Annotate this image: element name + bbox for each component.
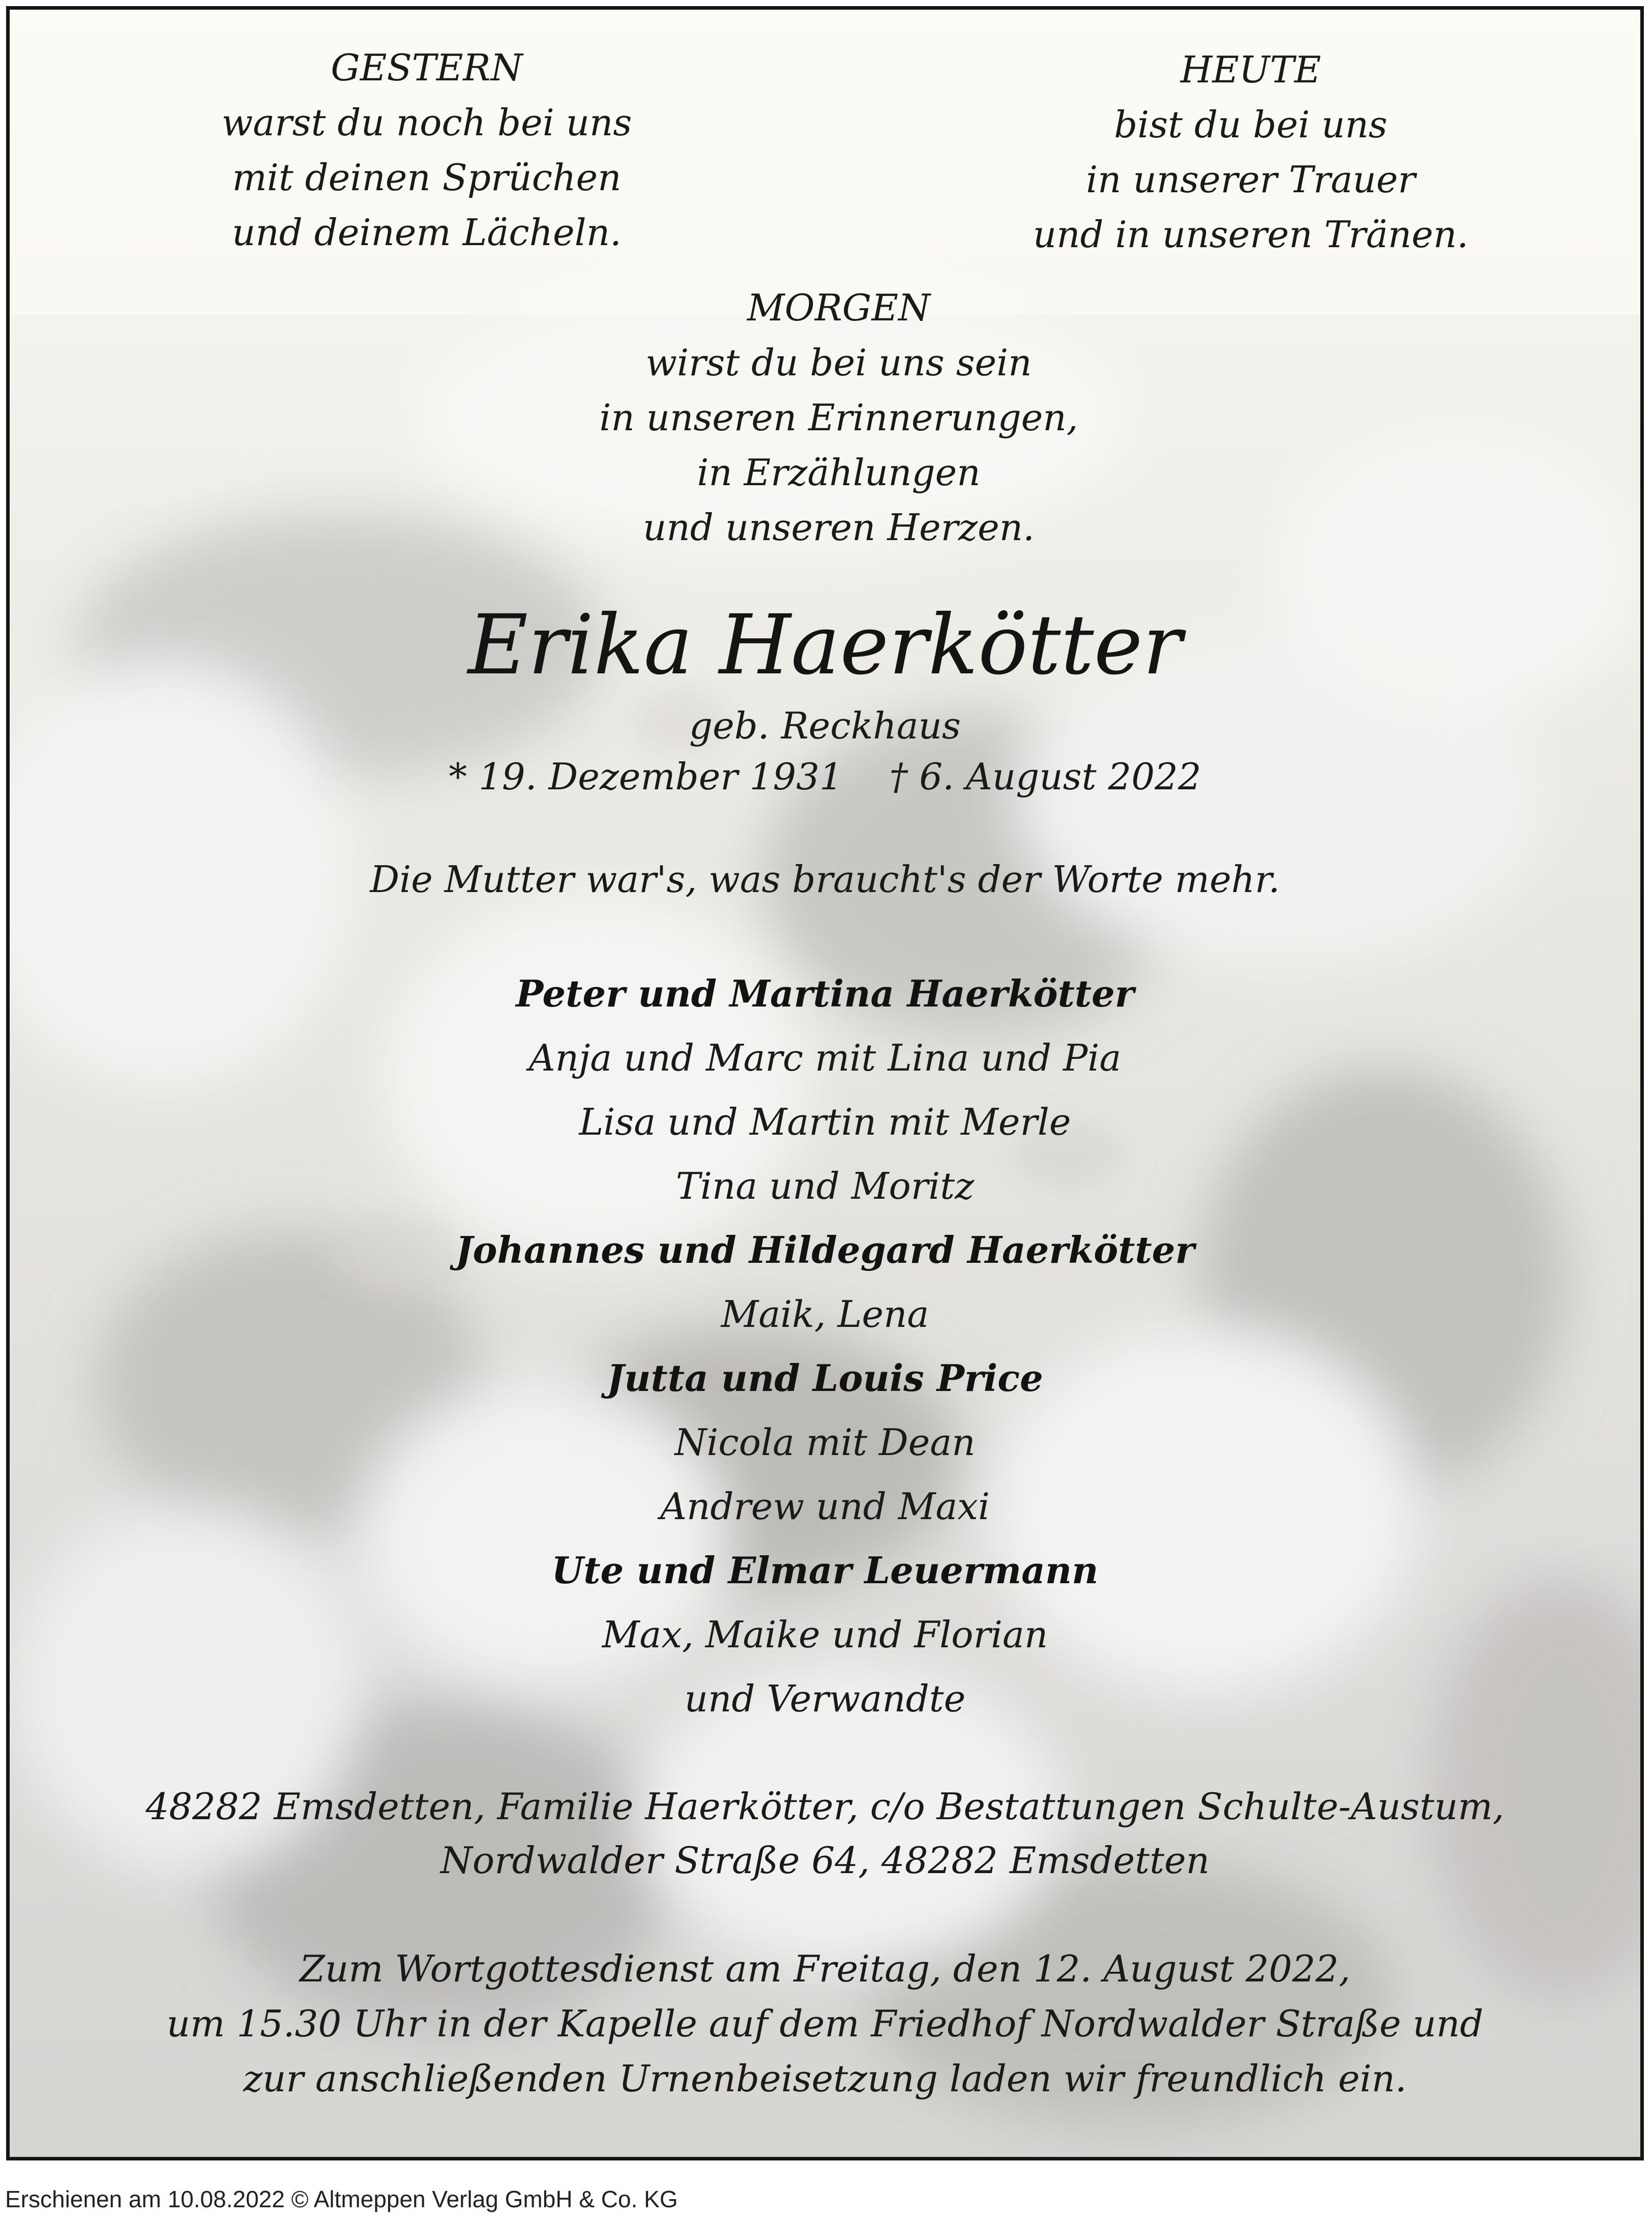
- mourner-member: Andrew und Maxi: [660, 1485, 990, 1528]
- service-line: Zum Wortgottesdienst am Freitag, den 12. August 2022,: [300, 1947, 1350, 1990]
- service-invitation: [10, 1941, 1640, 2106]
- poem-line: in unseren Erinnerungen,: [599, 396, 1078, 439]
- mourners-list: [10, 962, 1640, 1731]
- deceased-name: Erika Haerkötter: [467, 598, 1183, 693]
- poem-tomorrow: [417, 280, 1261, 555]
- contact-address: [10, 1780, 1640, 1887]
- poem-line: und deinem Lächeln.: [232, 211, 622, 254]
- poem-line: bist du bei uns: [1114, 103, 1388, 146]
- poem-tomorrow-heading: MORGEN: [747, 286, 931, 329]
- poem-today: [951, 42, 1551, 262]
- mourner-member: Max, Maike und Florian: [602, 1613, 1048, 1656]
- poem-line: in unserer Trauer: [1086, 158, 1415, 201]
- birth-date: * 19. Dezember 1931: [449, 755, 843, 798]
- address-line: 48282 Emsdetten, Familie Haerkötter, c/o Bestattungen Schulte-Austum,: [145, 1785, 1504, 1828]
- poem-today-heading: HEUTE: [1180, 48, 1321, 91]
- service-line: um 15.30 Uhr in der Kapelle auf dem Friedhof Nordwalder Straße und: [166, 2002, 1484, 2045]
- motto: Die Mutter war's, was braucht's der Worte mehr.: [370, 858, 1280, 901]
- service-line: zur anschließenden Urnenbeisetzung laden wir freundlich ein.: [243, 2057, 1407, 2100]
- poem-yesterday: [127, 40, 727, 260]
- death-date: † 6. August 2022: [889, 755, 1201, 798]
- mourner-member: und Verwandte: [684, 1677, 966, 1720]
- poem-line: und in unseren Tränen.: [1032, 213, 1469, 256]
- birth-name: geb. Reckhaus: [689, 704, 961, 747]
- mourner-member: Nicola mit Dean: [674, 1421, 976, 1464]
- publication-footer: Erschienen am 10.08.2022 © Altmeppen Verlag GmbH & Co. KG: [5, 2186, 678, 2212]
- poem-yesterday-heading: GESTERN: [331, 46, 523, 89]
- poem-line: warst du noch bei uns: [221, 101, 632, 144]
- mourner-member: Tina und Moritz: [675, 1165, 975, 1207]
- mourner-family: Jutta und Louis Price: [607, 1356, 1043, 1400]
- mourner-family: Ute und Elmar Leuermann: [551, 1549, 1099, 1592]
- poem-line: mit deinen Sprüchen: [232, 156, 622, 199]
- poem-line: und unseren Herzen.: [643, 506, 1035, 549]
- obituary-notice: [6, 6, 1644, 2160]
- address-line: Nordwalder Straße 64, 48282 Emsdetten: [440, 1839, 1210, 1882]
- life-dates: [10, 751, 1640, 802]
- mourner-member: Maik, Lena: [721, 1293, 929, 1336]
- mourner-member: Lisa und Martin mit Merle: [579, 1101, 1071, 1143]
- mourner-member: Anja und Marc mit Lina und Pia: [528, 1036, 1122, 1079]
- mourner-family: Peter und Martina Haerkötter: [516, 972, 1134, 1015]
- poem-line: wirst du bei uns sein: [645, 341, 1032, 384]
- poem-line: in Erzählungen: [697, 451, 981, 494]
- mourner-family: Johannes und Hildegard Haerkötter: [455, 1228, 1195, 1271]
